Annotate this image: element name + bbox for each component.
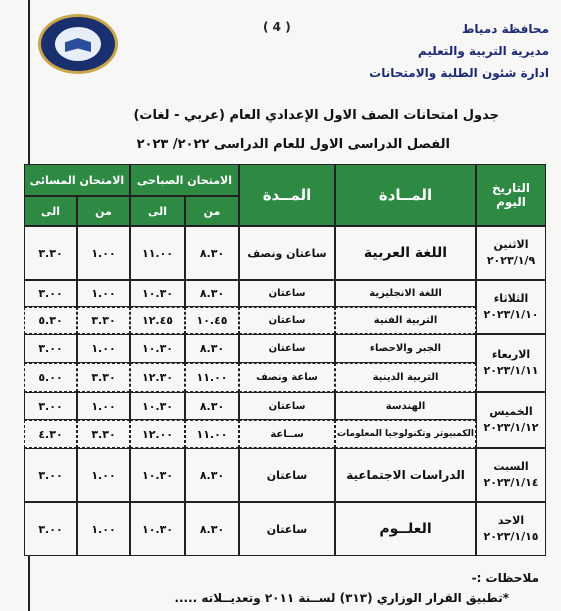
day-cell	[476, 226, 546, 280]
evening-exam-header: الامتحان المسائى	[24, 164, 130, 196]
evening-to-cell: ٣.٠٠	[24, 502, 77, 556]
subject-cell: اللغة العربية	[335, 226, 476, 280]
duration-cell: ساعتان	[239, 502, 335, 556]
day-date: ٢٠٢٣/١/١٠	[483, 308, 539, 321]
morning-from-cell: ٨.٣٠	[185, 392, 239, 420]
duration-cell: ســاعة	[239, 420, 335, 448]
duration-cell: ساعتان	[239, 334, 335, 363]
morning-to-header: الى	[130, 196, 185, 226]
day-date: ٢٠٢٣/١/١٤	[483, 476, 539, 489]
morning-to-cell: ١٢.٤٥	[130, 307, 185, 334]
evening-from-cell: ١.٠٠	[77, 280, 130, 307]
subject-cell: الدراسات الاجتماعية	[335, 448, 476, 502]
day-date: ٢٠٢٣/١/١١	[483, 364, 539, 377]
day-cell	[476, 334, 546, 392]
morning-from-cell: ٨.٣٠	[185, 448, 239, 502]
morning-from-cell: ١١.٠٠	[185, 363, 239, 392]
evening-from-cell: ٣.٣٠	[77, 307, 130, 334]
notes-label: ملاحظات :-	[471, 571, 539, 585]
morning-to-cell: ١٠.٣٠	[130, 392, 185, 420]
day-name: الاثنين	[493, 238, 529, 251]
evening-from-cell: ٣.٣٠	[77, 363, 130, 392]
subject-cell: اللغة الانجليزية	[335, 280, 476, 307]
duration-cell: ساعتان	[239, 448, 335, 502]
day-cell	[476, 502, 546, 556]
evening-to-cell: ٥.٣٠	[24, 307, 77, 334]
evening-to-cell: ٣.٠٠	[24, 448, 77, 502]
day-name: الاحد	[497, 514, 525, 527]
directorate-line: مديرية التربية والتعليم	[417, 44, 549, 58]
evening-from-cell: ١.٠٠	[77, 448, 130, 502]
duration-cell: ساعتان	[239, 392, 335, 420]
morning-from-header: من	[185, 196, 239, 226]
evening-to-cell: ٣.٣٠	[24, 226, 77, 280]
subject-cell: الكمبيوتر وتكنولوجيا المعلومات	[335, 420, 476, 448]
date-day-header	[476, 164, 546, 226]
evening-to-cell: ٥.٠٠	[24, 363, 77, 392]
subject-cell: الجبر والاحصاء	[335, 334, 476, 363]
evening-to-cell: ٤.٣٠	[24, 420, 77, 448]
date-header: التاريخ	[491, 181, 531, 195]
subject-cell: التربية الفنية	[335, 307, 476, 334]
evening-to-header: الى	[24, 196, 77, 226]
subject-cell: التربية الدينية	[335, 363, 476, 392]
evening-to-cell: ٣.٠٠	[24, 392, 77, 420]
governorate-line: محافظة دمياط	[461, 22, 549, 36]
evening-to-cell: ٣.٠٠	[24, 280, 77, 307]
duration-cell: ساعتان	[239, 307, 335, 334]
morning-from-cell: ١١.٠٠	[185, 420, 239, 448]
department-line: ادارة شئون الطلبة والامتحانات	[369, 66, 549, 80]
morning-to-cell: ١٠.٣٠	[130, 502, 185, 556]
morning-from-cell: ٨.٣٠	[185, 334, 239, 363]
day-date: ٢٠٢٣/١/١٢	[483, 421, 539, 434]
page-number: ( 4 )	[263, 20, 291, 34]
morning-from-cell: ٨.٣٠	[185, 502, 239, 556]
duration-cell: ساعتان	[239, 280, 335, 307]
schedule-title: جدول امتحانات الصف الاول الإعدادي العام (عربي - لغات)	[133, 108, 499, 123]
day-name: السبت	[493, 460, 529, 473]
day-cell	[476, 448, 546, 502]
day-cell	[476, 280, 546, 334]
morning-from-cell: ٨.٣٠	[185, 280, 239, 307]
notes-text: *تطبيق القرار الوزاري (٣١٣) لســنة ٢٠١١ وتعديــلاته .....	[174, 591, 509, 605]
subject-cell: العلــوم	[335, 502, 476, 556]
evening-from-cell: ١.٠٠	[77, 226, 130, 280]
subject-cell: الهندسة	[335, 392, 476, 420]
subject-header: المــادة	[335, 164, 476, 226]
evening-from-header: من	[77, 196, 130, 226]
day-header: اليوم	[496, 195, 526, 209]
morning-to-cell: ١٢.٠٠	[130, 420, 185, 448]
day-cell	[476, 392, 546, 448]
evening-from-cell: ٣.٣٠	[77, 420, 130, 448]
morning-to-cell: ١١.٠٠	[130, 226, 185, 280]
morning-from-cell: ١٠.٤٥	[185, 307, 239, 334]
morning-to-cell: ١٠.٣٠	[130, 448, 185, 502]
evening-to-cell: ٣.٠٠	[24, 334, 77, 363]
day-date: ٢٠٢٣/١/٩	[486, 254, 536, 267]
day-name: الاربعاء	[491, 348, 531, 361]
term-title: الفصل الدراسى الاول للعام الدراسى ٢٠٢٢/ ٢٠٢٣	[136, 137, 450, 152]
morning-from-cell: ٨.٣٠	[185, 226, 239, 280]
day-date: ٢٠٢٣/١/١٥	[483, 530, 539, 543]
duration-header: المــدة	[239, 164, 335, 226]
day-name: الخميس	[489, 405, 533, 418]
header-block	[369, 18, 549, 84]
evening-from-cell: ١.٠٠	[77, 334, 130, 363]
ministry-logo	[38, 14, 118, 74]
duration-cell: ساعتان ونصف	[239, 226, 335, 280]
duration-cell: ساعة ونصف	[239, 363, 335, 392]
evening-from-cell: ١.٠٠	[77, 502, 130, 556]
morning-to-cell: ١٢.٣٠	[130, 363, 185, 392]
morning-exam-header: الامتحان الصباحى	[130, 164, 239, 196]
day-name: الثلاثاء	[493, 292, 529, 305]
evening-from-cell: ١.٠٠	[77, 392, 130, 420]
morning-to-cell: ١٠.٣٠	[130, 280, 185, 307]
morning-to-cell: ١٠.٣٠	[130, 334, 185, 363]
